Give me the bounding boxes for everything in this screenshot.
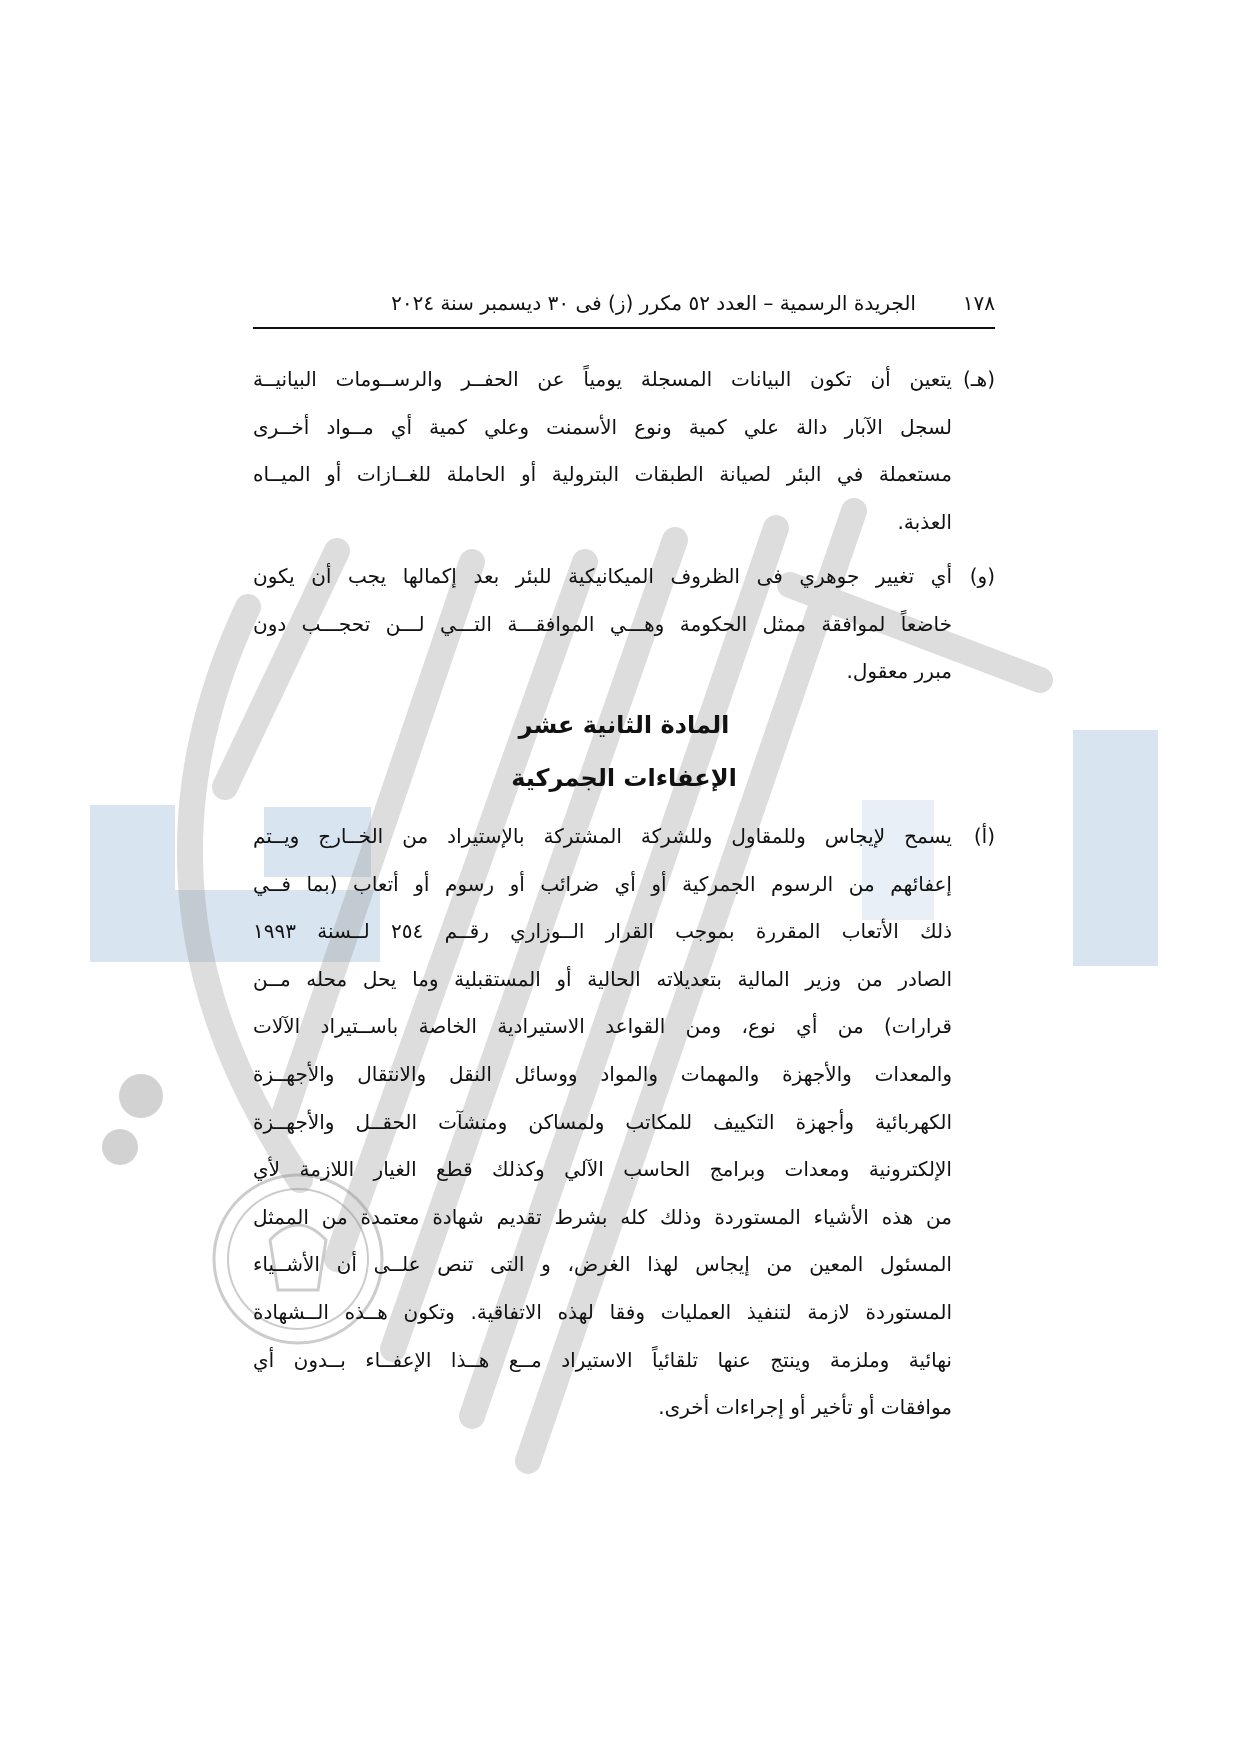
clause-text <box>253 553 952 696</box>
clause-marker: (هـ) <box>962 367 995 391</box>
clause-text <box>253 813 952 1432</box>
clause-line: والمعدات والأجهزة والمهمات والمواد ووسائل النقل والانتقال والأجهــزة <box>253 1061 952 1086</box>
clause-line: الإلكترونية ومعدات وبرامج الحاسب الآلي وكذلك قطع الغيار اللازمة لأي <box>253 1157 952 1182</box>
clause-text <box>253 356 952 546</box>
article-subtitle: الإعفاءات الجمركية <box>511 764 737 792</box>
clause-line: الكهربائية وأجهزة التكييف للمكاتب ولمساكن ومنشآت الحقــل والأجهــزة <box>253 1109 952 1134</box>
clause-line: خاضعاً لموافقة ممثل الحكومة وهـــي الموافقـــة التـــي لـــن تحجـــب دون <box>253 611 952 636</box>
clause-line: مستعملة في البئر لصيانة الطبقات البترولية أو الحاملة للغــازات أو الميــاه <box>253 462 952 487</box>
watermark-dot <box>102 1129 138 1165</box>
clause-line: مبرر معقول. <box>846 659 952 684</box>
clause-line: المسئول المعين من إيجاس لهذا الغرض، و التى تنص علــى أن الأشــياء <box>253 1252 952 1277</box>
watermark-blue-shape <box>1073 730 1158 966</box>
clause-line: قرارات) من أي نوع، ومن القواعد الاستيرادية الخاصة باســتيراد الآلات <box>253 1014 952 1039</box>
clause-line: المستوردة لازمة لتنفيذ العمليات وفقا لهذه الاتفاقية. وتكون هــذه الــشهادة <box>253 1299 952 1324</box>
watermark-dot <box>119 1074 163 1118</box>
clause-line: نهائية وملزمة وينتج عنها تلقائياً الاستيراد مــع هــذا الإعفــاء بــدون أي <box>253 1347 952 1372</box>
page-number: ١٧٨ <box>962 291 995 315</box>
clause-line: إعفائهم من الرسوم الجمركية أو أي ضرائب أو رسوم أو أتعاب (بما فــي <box>253 871 952 896</box>
clause-line: ذلك الأتعاب المقررة بموجب القرار الــوزاري رقــم ٢٥٤ لــسنة ١٩٩٣ <box>253 919 952 944</box>
article-title: المادة الثانية عشر <box>518 711 730 739</box>
clause-line: يتعين أن تكون البيانات المسجلة يومياً عن الحفــر والرســومات البيانيــة <box>253 367 952 391</box>
clause-line: من هذه الأشياء المستوردة وذلك كله بشرط تقديم شهادة معتمدة من الممثل <box>253 1204 952 1229</box>
clause-line: لسجل الآبار دالة علي كمية ونوع الأسمنت وعلي كمية أي مــواد أخــرى <box>253 414 952 439</box>
clause-line: الصادر من وزير المالية بتعديلاته الحالية أو المستقبلية وما يحل محله مــن <box>253 966 952 991</box>
clause-line: موافقات أو تأخير أو إجراءات أخرى. <box>658 1395 952 1420</box>
clause-line: العذبة. <box>897 509 952 534</box>
clause-line: أي تغيير جوهري فى الظروف الميكانيكية للبئر بعد إكمالها يجب أن يكون <box>253 564 952 588</box>
gazette-header-title: الجريدة الرسمية – العدد ٥٢ مكرر (ز) فى ٣٠ ديسمبر سنة ٢٠٢٤ <box>391 291 916 315</box>
clause-marker: (و) <box>969 564 995 588</box>
clause-marker: (أ) <box>973 824 995 848</box>
header-rule <box>253 327 995 329</box>
clause-line: يسمح لإيجاس وللمقاول وللشركة المشتركة بالإستيراد من الخــارج ويــتم <box>253 824 952 848</box>
